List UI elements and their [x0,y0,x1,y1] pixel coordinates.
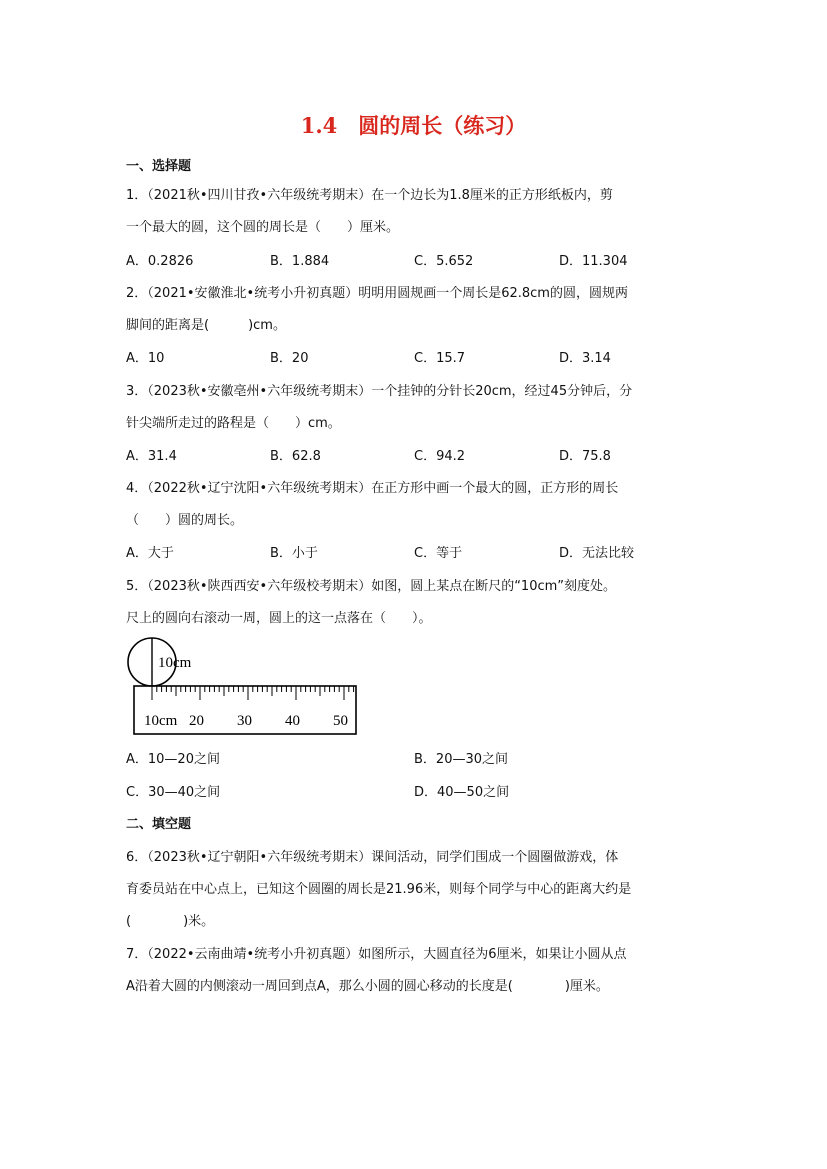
ruler-label-40: 40 [285,713,300,729]
ruler-ticks [152,686,354,700]
question-2-option-c: C．15.7 [414,351,466,366]
section-heading-fill: 二、填空题 [126,817,192,832]
question-1-option-d: D．11.304 [559,254,628,269]
question-5-line-1: 5．（2023秋•陕西西安•六年级校考期末）如图，圆上某点在断尺的“10cm”刻度处。 [126,579,617,594]
question-2-option-b: B．20 [270,351,309,366]
question-6-line-2: 育委员站在中心点上，已知这个圆圈的周长是21.96米，则每个同学与中心的距离大约是 [126,882,632,897]
question-2-line-1: 2．（2021•安徽淮北•统考小升初真题）明明用圆规画一个周长是62.8cm的圆，圆规两 [126,286,628,301]
question-3-option-a: A．31.4 [126,449,177,464]
question-1-option-c: C．5.652 [414,254,474,269]
question-5-option-a: A．10—20之间 [126,752,220,767]
question-3-line-2: 针尖端所走过的路程是（ ）cm。 [126,416,341,431]
question-4-line-2: （ ）圆的周长。 [126,513,244,528]
question-7-line-2: A沿着大圆的内侧滚动一周回到点A，那么小圆的圆心移动的长度是( )厘米。 [126,979,609,994]
question-6-line-3: ( )米。 [126,914,215,929]
ruler-label-50: 50 [333,713,348,729]
question-5-option-c: C．30—40之间 [126,785,221,800]
question-6-line-1: 6．（2023秋•辽宁朝阳•六年级统考期末）课间活动，同学们围成一个圆圈做游戏，体 [126,850,619,865]
question-1-line-1: 1．（2021秋•四川甘孜•六年级统考期末）在一个边长为1.8厘米的正方形纸板内，剪 [126,188,613,203]
question-3-option-c: C．94.2 [414,449,466,464]
question-2-option-a: A．10 [126,351,165,366]
question-1-option-b: B．1.884 [270,254,330,269]
circle-ruler-figure [126,636,366,738]
question-3-option-d: D．75.8 [559,449,611,464]
question-4-line-1: 4．（2022秋•辽宁沈阳•六年级统考期末）在正方形中画一个最大的圆，正方形的周长 [126,481,619,496]
question-5-option-b: B．20—30之间 [414,752,509,767]
page-title: 1.4 圆的周长（练习） [300,113,527,138]
section-heading-choice: 一、选择题 [126,159,192,174]
question-1-option-a: A．0.2826 [126,254,194,269]
question-4-option-c: C．等于 [414,546,463,561]
question-1-line-2: 一个最大的圆，这个圆的周长是（ ）厘米。 [126,220,400,235]
question-3-option-b: B．62.8 [270,449,321,464]
question-2-line-2: 脚间的距离是( )cm。 [126,318,286,333]
question-4-option-b: B．小于 [270,546,318,561]
question-5-option-d: D．40—50之间 [414,785,510,800]
circle-label: 10cm [158,655,192,671]
ruler-label-20: 20 [189,713,204,729]
ruler-label-10cm: 10cm [144,713,178,729]
question-4-option-d: D．无法比较 [559,546,635,561]
question-7-line-1: 7．（2022•云南曲靖•统考小升初真题）如图所示，大圆直径为6厘米，如果让小圆从点 [126,947,627,962]
question-3-line-1: 3．（2023秋•安徽亳州•六年级统考期末）一个挂钟的分针长20cm，经过45分钟后，分 [126,384,633,399]
question-5-line-2: 尺上的圆向右滚动一周，圆上的这一点落在（ ）。 [126,611,432,626]
question-4-option-a: A．大于 [126,546,174,561]
ruler-label-30: 30 [237,713,252,729]
question-2-option-d: D．3.14 [559,351,611,366]
